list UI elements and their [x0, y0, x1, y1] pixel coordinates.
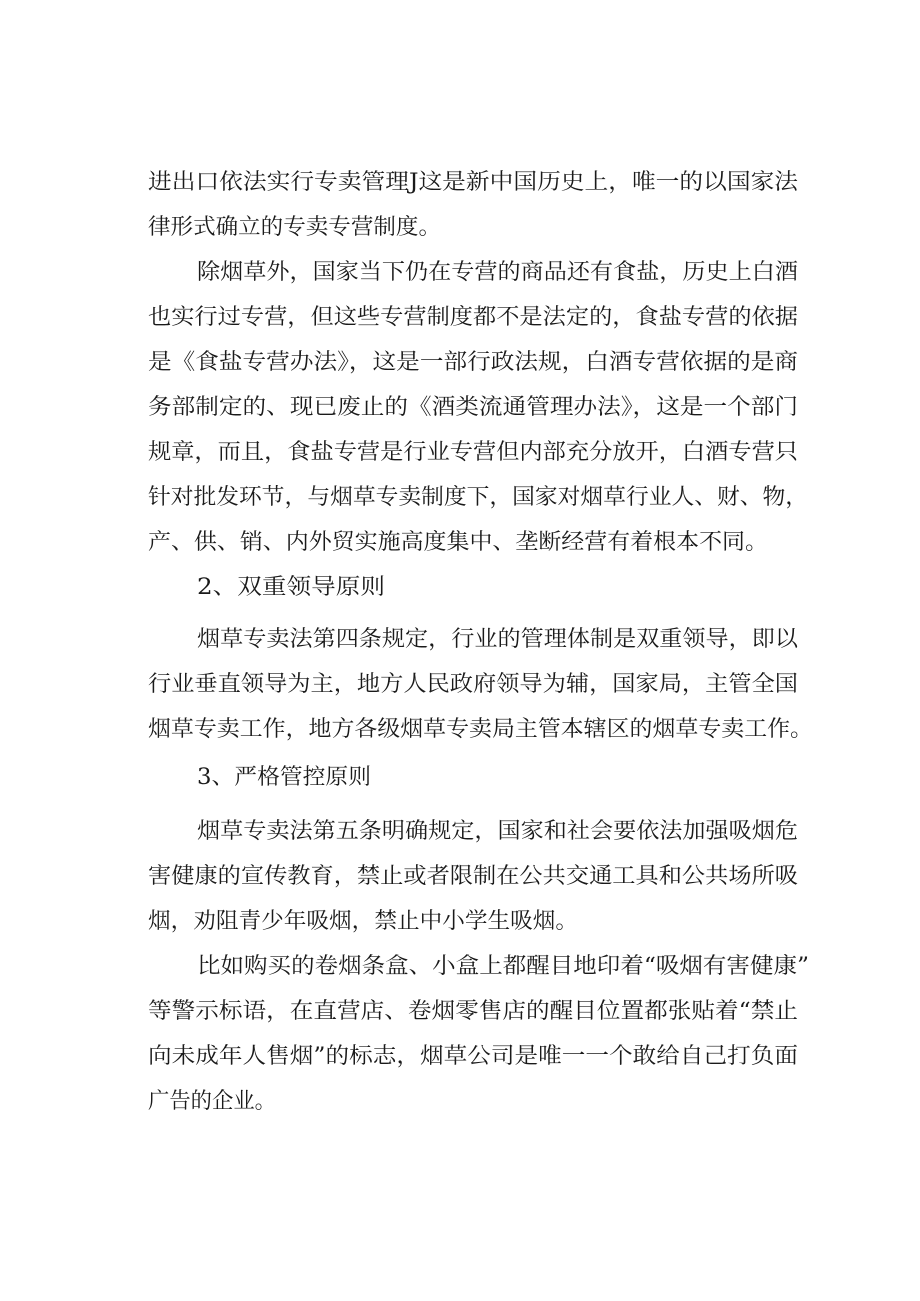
- line-text: 害健康的宣传教育，禁止或者限制在公共交通工具和公共场所吸: [148, 864, 799, 889]
- text-line-5: [0, 343, 920, 383]
- line-text: 也实行过专营，但这些专营制度都不是法定的，食盐专营的依据: [148, 305, 799, 330]
- line-text: 规章，而且，食盐专营是行业专营但内部充分放开，白酒专营只: [148, 440, 799, 465]
- line-text: 广告的企业。: [148, 1089, 277, 1114]
- text-line-21: [0, 1082, 920, 1122]
- text-line-11: [0, 620, 920, 660]
- line-text: 3、严格管控原则: [197, 765, 371, 790]
- line-text: 2、双重领导原则: [197, 575, 385, 600]
- text-line-20: [0, 1037, 920, 1077]
- text-line-18: [0, 947, 920, 987]
- text-line-9: [0, 523, 920, 563]
- line-text: 行业垂直领导为主，地方人民政府领导为辅，国家局，主管全国: [148, 672, 799, 697]
- text-line-8: [0, 478, 920, 518]
- text-line-6: [0, 388, 920, 428]
- line-text: 律形式确立的专卖专营制度。: [148, 215, 441, 240]
- text-line-4: [0, 298, 920, 338]
- line-text: 比如购买的卷烟条盒、小盒上都醒目地印着“吸烟有害健康”: [197, 954, 810, 979]
- text-line-2: [0, 208, 920, 248]
- line-text: 除烟草外，国家当下仍在专营的商品还有食盐，历史上白酒: [197, 260, 799, 285]
- text-line-13: [0, 710, 920, 750]
- line-text: 等警示标语，在直营店、卷烟零售店的醒目位置都张贴着“禁止: [148, 999, 798, 1024]
- line-text: 是《食盐专营办法》，这是一部行政法规，白酒专营依据的是商: [148, 350, 799, 375]
- line-text: 向未成年人售烟”的标志，烟草公司是唯一一个敢给自己打负面: [148, 1044, 798, 1069]
- text-line-17: [0, 902, 920, 942]
- section-heading-3: [0, 758, 920, 798]
- line-text: 烟草专卖工作，地方各级烟草专卖局主管本辖区的烟草专卖工作。: [148, 717, 814, 742]
- line-text: 烟草专卖法第五条明确规定，国家和社会要依法加强吸烟危: [197, 819, 799, 844]
- text-line-12: [0, 665, 920, 705]
- line-text: 烟草专卖法第四条规定，行业的管理体制是双重领导，即以: [197, 627, 799, 652]
- text-line-16: [0, 857, 920, 897]
- text-line-1: [0, 163, 920, 203]
- text-line-3: [0, 253, 920, 293]
- text-line-7: [0, 433, 920, 473]
- line-text: 进出口依法实行专卖管理J这是新中国历史上，唯一的以国家法: [148, 170, 799, 195]
- line-text: 针对批发环节，与烟草专卖制度下，国家对烟草行业人、财、物，: [148, 485, 809, 510]
- section-heading-2: [0, 568, 920, 608]
- line-text: 产、供、销、内外贸实施高度集中、垄断经营有着根本不同。: [148, 530, 768, 555]
- line-text: 务部制定的、现已废止的《酒类流通管理办法》，这是一个部门: [148, 395, 799, 420]
- text-line-15: [0, 812, 920, 852]
- text-line-19: [0, 992, 920, 1032]
- line-text: 烟，劝阻青少年吸烟，禁止中小学生吸烟。: [148, 909, 579, 934]
